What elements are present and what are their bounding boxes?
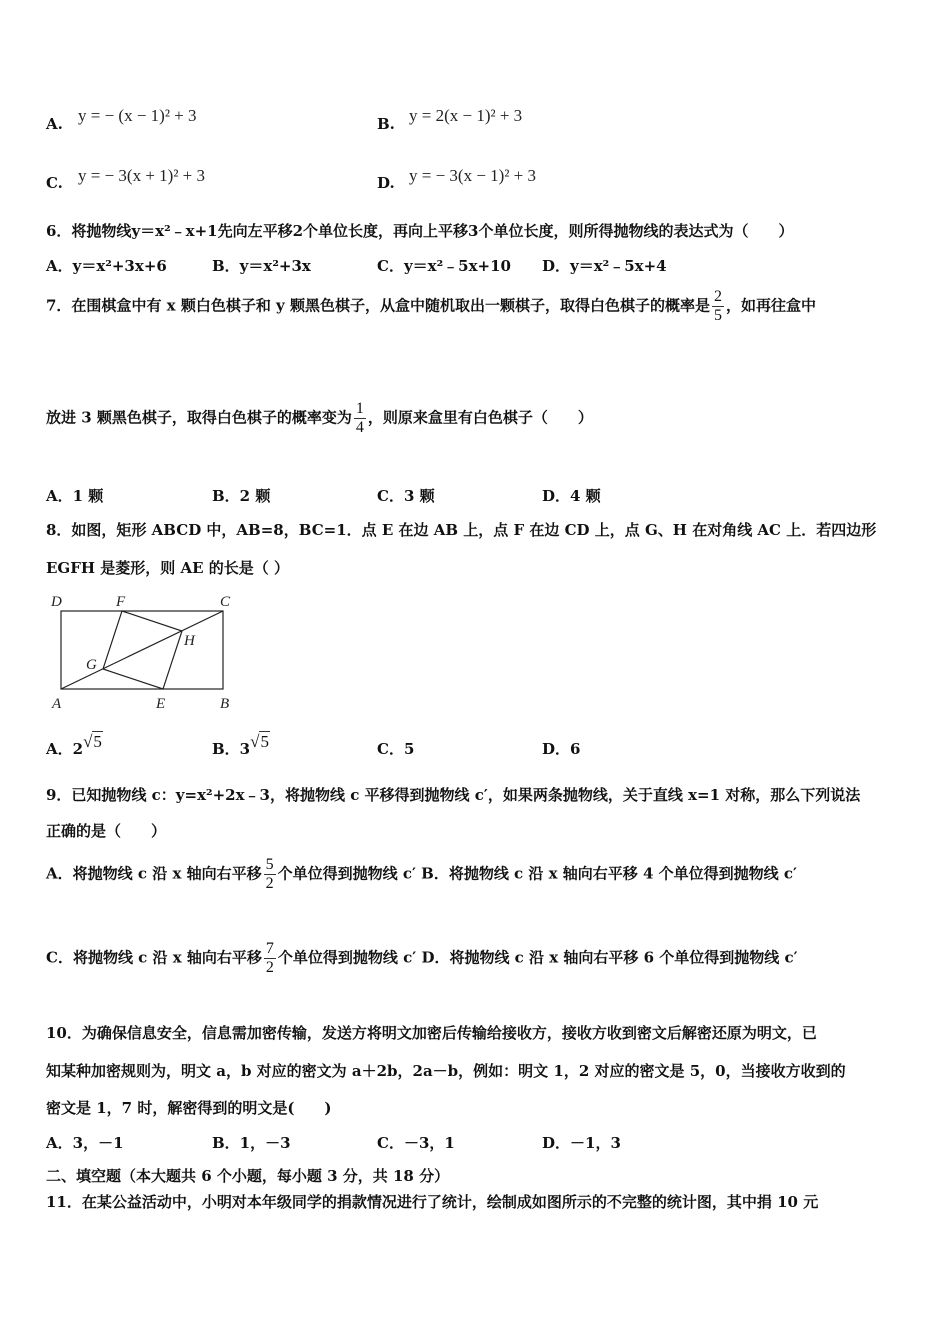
q7-option-d: D．4 颗 — [542, 487, 601, 505]
q7-fraction-2-den: 4 — [355, 419, 364, 436]
q10-option-c: C．－3，1 — [377, 1134, 455, 1152]
q7-stem-part2: ，如再往盒中 — [726, 296, 817, 315]
q10-stem-line1: 10．为确保信息安全，信息需加密传输，发送方将明文加密后传输给接收方，接收方收到密文后解密还原为明文，已 — [46, 1024, 817, 1042]
q7-stem-part1: 7．在围棋盒中有 x 颗白色棋子和 y 颗黑色棋子，从盒中随机取出一颗棋子，取得白色棋子的概率是 — [46, 296, 710, 315]
q5-option-a-label: A. — [46, 115, 63, 133]
q10-option-b: B．1，－3 — [212, 1134, 291, 1152]
q7-option-c: C．3 颗 — [377, 487, 435, 505]
section-heading-fill-in: 二、填空题（本大题共 6 个小题，每小题 3 分，共 18 分） — [46, 1167, 450, 1185]
q7-option-b: B．2 颗 — [212, 487, 271, 505]
q10-stem-line2: 知某种加密规则为，明文 a，b 对应的密文为 a＋2b，2a－b，例如：明文 1，2 对应的密文是 5，0，当接收方收到的 — [46, 1062, 846, 1080]
q8-option-b-label: B．3 — [212, 740, 251, 758]
q7-option-a: A．1 颗 — [46, 487, 104, 505]
q9-option-a-fraction — [264, 856, 276, 893]
q5-option-d-expr: y = − 3(x − 1)² + 3 — [409, 166, 537, 185]
label-c: C — [220, 594, 231, 610]
q9-option-c-fraction — [264, 940, 276, 977]
q5-option-c-expr: y = − 3(x + 1)² + 3 — [78, 166, 206, 185]
q8-option-a — [46, 732, 103, 759]
q5-option-a-expr: y = − (x − 1)² + 3 — [78, 106, 197, 125]
q7-fraction-1-den: 5 — [714, 307, 722, 324]
q9-option-a-post: 个单位得到抛物线 c′ — [277, 864, 416, 883]
q8-stem-line2: EGFH 是菱形，则 AE 的长是（ ） — [46, 559, 290, 577]
q9-options-ab — [46, 856, 797, 893]
q8-option-b-sqrt: √5 — [250, 732, 269, 751]
q9-option-b: B．将抛物线 c 沿 x 轴向右平移 4 个单位得到抛物线 c′ — [421, 864, 797, 883]
q5-option-b-label: B. — [377, 115, 395, 133]
q6-option-b: B．y＝x²+3x — [212, 257, 311, 275]
q10-option-d: D．－1，3 — [542, 1134, 621, 1152]
label-d: D — [51, 594, 62, 610]
label-e: E — [156, 696, 166, 712]
label-h: H — [184, 633, 195, 649]
q9-option-d: D．将抛物线 c 沿 x 轴向右平移 6 个单位得到抛物线 c′ — [421, 948, 798, 967]
label-f: F — [116, 594, 126, 610]
q8-rectangle-figure — [45, 590, 245, 715]
q8-option-a-sqrt: √5 — [83, 732, 102, 751]
q11-stem-line1: 11．在某公益活动中，小明对本年级同学的捐款情况进行了统计，绘制成如图所示的不完整的统计图，其中捐 10 元 — [46, 1193, 819, 1211]
q7-fraction-2 — [354, 400, 366, 437]
q9-option-c-num: 7 — [265, 940, 274, 957]
q6-option-a: A．y＝x²+3x+6 — [46, 257, 167, 275]
q7-fraction-1-num: 2 — [714, 288, 722, 305]
q7-stem-line2 — [46, 400, 593, 437]
q8-option-c: C．5 — [377, 740, 415, 758]
q7-stem-part3: 放进 3 颗黑色棋子，取得白色棋子的概率变为 — [46, 408, 352, 427]
q6-option-d: D．y＝x²﹣5x+4 — [542, 257, 667, 275]
q5-option-d-label: D. — [377, 174, 395, 192]
q7-stem-part4: ，则原来盒里有白色棋子（ ） — [367, 408, 593, 427]
q8-option-a-radicand: 5 — [93, 732, 102, 751]
q5-option-c-label: C. — [46, 174, 63, 192]
q9-options-cd — [46, 940, 798, 977]
q9-option-a-pre: A．将抛物线 c 沿 x 轴向右平移 — [46, 864, 262, 883]
q5-option-b-expr: y = 2(x − 1)² + 3 — [409, 106, 523, 125]
q7-fraction-1 — [712, 288, 724, 325]
q10-stem-line3: 密文是 1，7 时，解密得到的明文是( ) — [46, 1099, 332, 1117]
q9-option-c-pre: C．将抛物线 c 沿 x 轴向右平移 — [46, 948, 262, 967]
q9-option-c-den: 2 — [265, 959, 274, 976]
q9-stem-line1: 9．已知抛物线 c：y=x²+2x﹣3，将抛物线 c 平移得到抛物线 c′，如果两条抛物线，关于直线 x=1 对称，那么下列说法 — [46, 786, 861, 804]
q8-option-d: D．6 — [542, 740, 581, 758]
q7-fraction-2-num: 1 — [355, 400, 364, 417]
label-a: A — [52, 696, 62, 712]
q8-option-b — [212, 732, 270, 759]
diagonal-ac — [61, 611, 223, 689]
q9-stem-line2: 正确的是（ ） — [46, 822, 167, 840]
q9-option-c-post: 个单位得到抛物线 c′ — [277, 948, 417, 967]
q7-stem-line1 — [46, 288, 816, 325]
q6-stem: 6．将抛物线y＝x²﹣x+1先向左平移2个单位长度，再向上平移3个单位长度，则所得抛物线的表达式为（ ） — [46, 222, 794, 240]
q8-option-b-radicand: 5 — [260, 732, 269, 751]
q8-stem-line1: 8．如图，矩形 ABCD 中，AB=8，BC=1．点 E 在边 AB 上，点 F 在边 CD 上，点 G、H 在对角线 AC 上．若四边形 — [46, 521, 877, 539]
q8-option-a-label: A．2 — [46, 740, 84, 758]
label-g: G — [86, 657, 97, 673]
q10-option-a: A．3，－1 — [46, 1134, 124, 1152]
q9-option-a-den: 2 — [265, 875, 274, 892]
q6-option-c: C．y＝x²﹣5x+10 — [377, 257, 511, 275]
q9-option-a-num: 5 — [265, 856, 274, 873]
label-b: B — [220, 696, 230, 712]
